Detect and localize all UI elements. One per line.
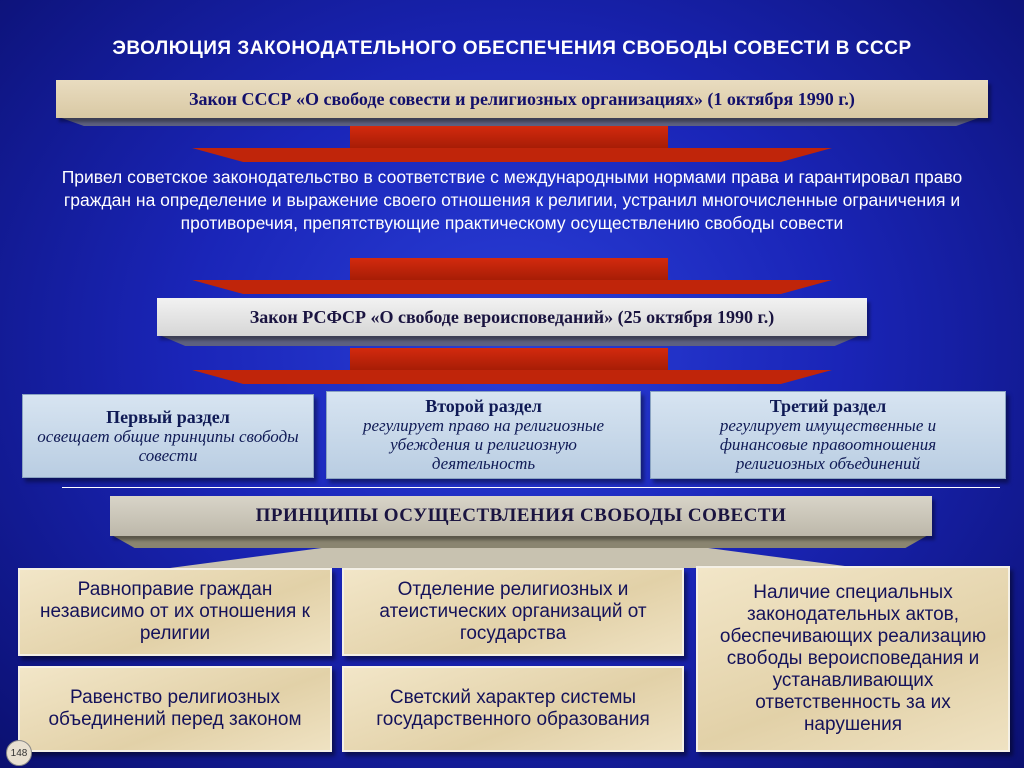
section-third-heading: Третий раздел	[769, 396, 887, 416]
principle-equality-before-law-text: Равенство религиозных объединений перед законом	[48, 687, 302, 730]
page-title: ЭВОЛЮЦИЯ ЗАКОНОДАТЕЛЬНОГО ОБЕСПЕЧЕНИЯ СВОБОДЫ СОВЕСТИ В СССР	[112, 38, 912, 59]
section-third-body: регулирует имущественные и финансовые правоотношения религиозных объединений	[719, 416, 937, 473]
section-second	[326, 391, 641, 479]
section-first	[22, 394, 314, 478]
section-first-heading: Первый раздел	[106, 406, 230, 427]
section-second-body: регулирует право на религиозные убеждения и религиозную деятельность	[362, 416, 604, 473]
law-rsfsr-banner	[157, 298, 867, 336]
principle-equal-rights-text: Равноправие граждан независимо от их отношения к религии	[40, 579, 310, 644]
principle-separation	[342, 568, 684, 656]
principle-special-acts	[696, 566, 1010, 752]
arrow-down-3-base	[192, 370, 832, 384]
section-second-heading: Второй раздел	[425, 396, 542, 416]
principle-secular-education-text: Светский характер системы государственного образования	[376, 687, 650, 730]
principle-special-acts-text: Наличие специальных законодательных актов, обеспечивающих реализацию свободы вероисповедания и устанавливающих ответственность за их нарушения	[719, 582, 987, 735]
divider-line	[62, 487, 1000, 488]
arrow-down-2	[350, 258, 668, 280]
arrow-down-1	[350, 126, 668, 148]
section-third	[650, 391, 1006, 479]
arrow-down-2-base	[192, 280, 832, 294]
section-first-body: освещает общие принципы свободы совести	[37, 426, 299, 465]
principles-title-banner	[110, 496, 932, 536]
principle-equality-before-law	[18, 666, 332, 752]
law-rsfsr-text: Закон РСФСР «О свободе вероисповеданий» (25 октября 1990 г.)	[249, 306, 775, 327]
law-description: Привел советское законодательство в соответствие с международными нормами права и гарантировал право граждан на определение и выражение своего отношения к религии, устранил многочисленные ограничения и противоречия, препятствующие практическому осуществлению свободы совести	[61, 167, 963, 233]
principle-equal-rights	[18, 568, 332, 656]
arrow-down-3	[350, 348, 668, 370]
principles-title-text: ПРИНЦИПЫ ОСУЩЕСТВЛЕНИЯ СВОБОДЫ СОВЕСТИ	[255, 505, 787, 526]
principles-connector	[170, 548, 860, 568]
principle-secular-education	[342, 666, 684, 752]
law-ussr-banner	[56, 80, 988, 118]
principle-separation-text: Отделение религиозных и атеистических организаций от государства	[379, 579, 647, 644]
law-ussr-text: Закон СССР «О свободе совести и религиозных организациях» (1 октября 1990 г.)	[189, 88, 855, 109]
arrow-down-1-base	[192, 148, 832, 162]
page-number-badge: 148	[6, 740, 32, 766]
principles-title-bevel	[110, 534, 930, 548]
